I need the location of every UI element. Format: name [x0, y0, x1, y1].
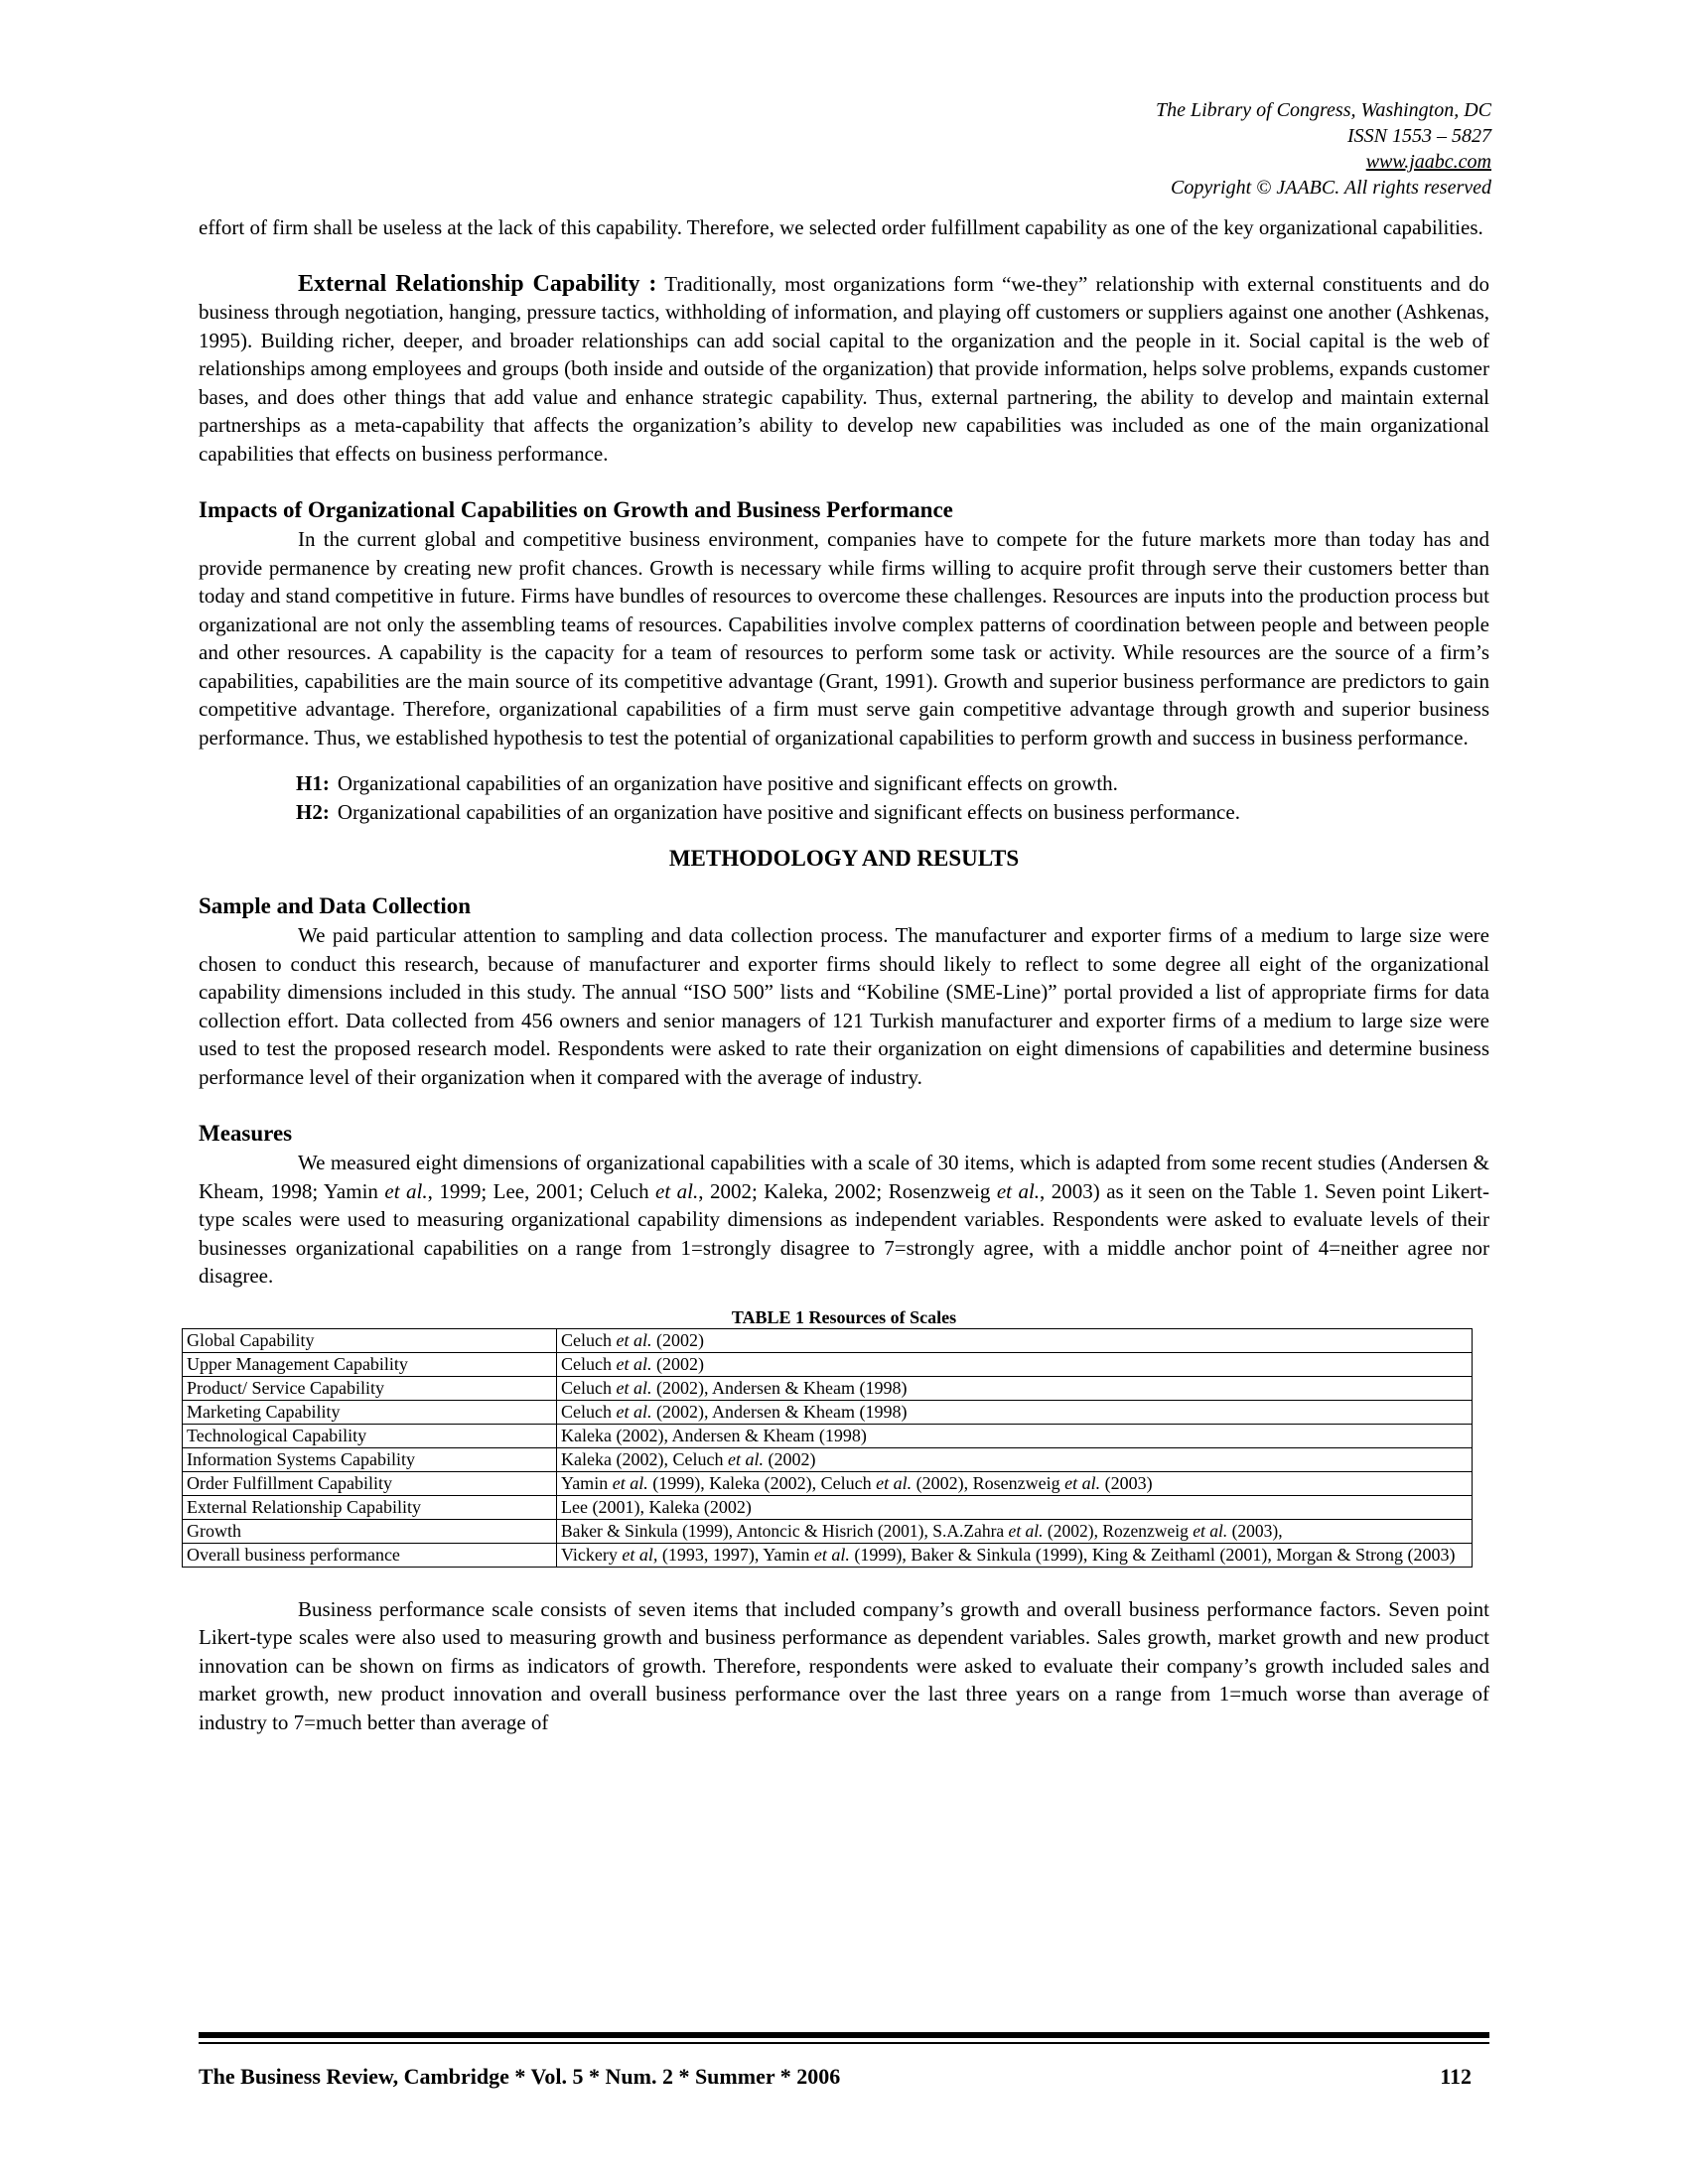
scale-name-cell: Upper Management Capability	[183, 1352, 557, 1376]
scale-name-cell: Technological Capability	[183, 1424, 557, 1447]
external-relationship-heading: External Relationship Capability :	[298, 270, 657, 297]
scale-source-cell: Baker & Sinkula (1999), Antoncic & Hisrich (2001), S.A.Zahra et al. (2002), Rozenzweig et al. (2003),	[557, 1519, 1473, 1543]
table-row	[183, 1447, 1473, 1471]
scale-source-cell: Kaleka (2002), Celuch et al. (2002)	[557, 1447, 1473, 1471]
hypotheses-list	[199, 769, 1489, 826]
hypothesis-item	[199, 769, 1489, 798]
journal-header	[1156, 97, 1491, 201]
scale-source-cell: Celuch et al. (2002), Andersen & Kheam (1998)	[557, 1376, 1473, 1400]
hypothesis-label: H1:	[296, 771, 330, 795]
impacts-paragraph: In the current global and competitive business environment, companies have to compete for the future markets more than today has and provide permanence by creating new profit chances. Growth is necessary while firms willing to acquire profit through serve their customers better than today and stand competitive in future. Firms have bundles of resources to overcome these challenges. Resources are inputs into the production process but organizational are not only the assembling teams of resources. Capabilities involve complex patterns of coordination between people and between people and other resources. A capability is the capacity for a team of resources to perform some task or activity. While resources are the source of a firm’s capabilities, capabilities are the main source of its competitive advantage (Grant, 1991). Growth and superior business performance are predictors to gain competitive advantage. Therefore, organizational capabilities of a firm must serve gain competitive advantage through growth and superior business performance. Thus, we established hypothesis to test the potential of organizational capabilities to perform growth and success in business performance.	[199, 527, 1489, 750]
scale-source-cell: Celuch et al. (2002)	[557, 1328, 1473, 1352]
table-row	[183, 1352, 1473, 1376]
scale-source-cell: Vickery et al, (1993, 1997), Yamin et al. (1999), Baker & Sinkula (1999), King & Zeithaml (2001), Morgan & Strong (2003)	[557, 1543, 1473, 1567]
table-row	[183, 1400, 1473, 1424]
table-caption: TABLE 1 Resources of Scales	[731, 1306, 957, 1327]
table-row	[183, 1328, 1473, 1352]
table-row	[183, 1543, 1473, 1567]
sample-paragraph: We paid particular attention to sampling and data collection process. The manufacturer and exporter firms of a medium to large size were chosen to conduct this research, because of manufacturer and exporter firms should likely to reflect to some degree all eight of the organizational capability dimensions included in this study. The annual “ISO 500” lists and “Kobiline (SME-Line)” portal provided a list of appropriate firms for data collection effort. Data collected from 456 owners and senior managers of 121 Turkish manufacturer and exporter firms of a medium to large size were used to test the proposed research model. Respondents were asked to rate their organization on eight dimensions of capabilities and determine business performance level of their organization when it compared with the average of industry.	[199, 923, 1489, 1089]
table-row	[183, 1424, 1473, 1447]
measures-heading: Measures	[199, 1121, 293, 1146]
scale-source-cell: Kaleka (2002), Andersen & Kheam (1998)	[557, 1424, 1473, 1447]
scale-source-cell: Lee (2001), Kaleka (2002)	[557, 1495, 1473, 1519]
scale-source-cell: Yamin et al. (1999), Kaleka (2002), Celuch et al. (2002), Rosenzweig et al. (2003)	[557, 1471, 1473, 1495]
external-relationship-paragraph	[199, 270, 1489, 469]
header-copyright: Copyright © JAABC. All rights reserved	[1171, 177, 1491, 199]
scales-table	[182, 1328, 1473, 1568]
scale-name-cell: Information Systems Capability	[183, 1447, 557, 1471]
external-relationship-text: Traditionally, most organizations form “we-they” relationship with external constituents and do business through negotiation, hanging, pressure tactics, withholding of information, and playing off customers or suppliers against one another (Ashkenas, 1995). Building richer, deeper, and broader relationships can add social capital to the organization and the people in it. Social capital is the web of relationships among employees and groups (both inside and outside of the organization) that provide information, helps solve problems, expands customer bases, and does other things that add value and enhance strategic capability. Thus, external partnering, the ability to develop and maintain external partnerships as a meta-capability that affects the organization’s ability to develop new capabilities was included as one of the main organizational capabilities that effects on business performance.	[199, 271, 1489, 466]
header-website-link[interactable]: www.jaabc.com	[1365, 151, 1491, 173]
footer-rule-thin	[199, 2042, 1489, 2044]
header-library: The Library of Congress, Washington, DC	[1155, 99, 1491, 121]
scale-name-cell: External Relationship Capability	[183, 1495, 557, 1519]
hypothesis-item	[199, 798, 1489, 827]
table-row	[183, 1376, 1473, 1400]
page-footer	[199, 2063, 1489, 2091]
scale-source-cell: Celuch et al. (2002), Andersen & Kheam (1998)	[557, 1400, 1473, 1424]
footer-rule-thick	[199, 2032, 1489, 2038]
scale-name-cell: Global Capability	[183, 1328, 557, 1352]
scale-name-cell: Product/ Service Capability	[183, 1376, 557, 1400]
intro-paragraph: effort of firm shall be useless at the lack of this capability. Therefore, we selected order fulfillment capability as one of the key organizational capabilities.	[199, 215, 1483, 239]
sample-heading: Sample and Data Collection	[199, 893, 472, 918]
hypothesis-text: Organizational capabilities of an organization have positive and significant effects on growth.	[337, 771, 1118, 795]
scale-name-cell: Growth	[183, 1519, 557, 1543]
article-body	[187, 213, 1489, 1736]
header-issn: ISSN 1553 – 5827	[1347, 125, 1491, 147]
closing-paragraph: Business performance scale consists of seven items that included company’s growth and overall business performance factors. Seven point Likert-type scales were also used to measuring growth and business performance as dependent variables. Sales growth, market growth and new product innovation can be shown on firms as indicators of growth. Therefore, respondents were asked to evaluate their company’s growth included sales and market growth, new product innovation and overall business performance over the last three years on a range from 1=much worse than average of industry to 7=much better than average of	[199, 1596, 1489, 1734]
scale-name-cell: Order Fulfillment Capability	[183, 1471, 557, 1495]
impacts-heading: Impacts of Organizational Capabilities on Growth and Business Performance	[199, 497, 953, 522]
table-row	[183, 1519, 1473, 1543]
table-row	[183, 1471, 1473, 1495]
scale-name-cell: Marketing Capability	[183, 1400, 557, 1424]
measures-paragraph: We measured eight dimensions of organizational capabilities with a scale of 30 items, which is adapted from some recent studies (Andersen & Kheam, 1998; Yamin et al., 1999; Lee, 2001; Celuch et al., 2002; Kaleka, 2002; Rosenzweig et al., 2003) as it seen on the Table 1. Seven point Likert-type scales were used to measuring organizational capability dimensions as independent variables. Respondents were asked to evaluate levels of their businesses organizational capabilities on a range from 1=strongly disagree to 7=strongly agree, with a middle anchor point of 4=neither agree nor disagree.	[199, 1151, 1489, 1288]
scale-source-cell: Celuch et al. (2002)	[557, 1352, 1473, 1376]
scale-name-cell: Overall business performance	[183, 1543, 557, 1567]
page-number: 112	[1440, 2064, 1472, 2089]
hypothesis-text: Organizational capabilities of an organization have positive and significant effects on business performance.	[337, 799, 1240, 824]
hypothesis-label: H2:	[296, 799, 330, 824]
table-row	[183, 1495, 1473, 1519]
footer-journal-citation: The Business Review, Cambridge * Vol. 5 * Num. 2 * Summer * 2006	[199, 2064, 841, 2089]
methodology-heading: METHODOLOGY AND RESULTS	[668, 846, 1020, 871]
